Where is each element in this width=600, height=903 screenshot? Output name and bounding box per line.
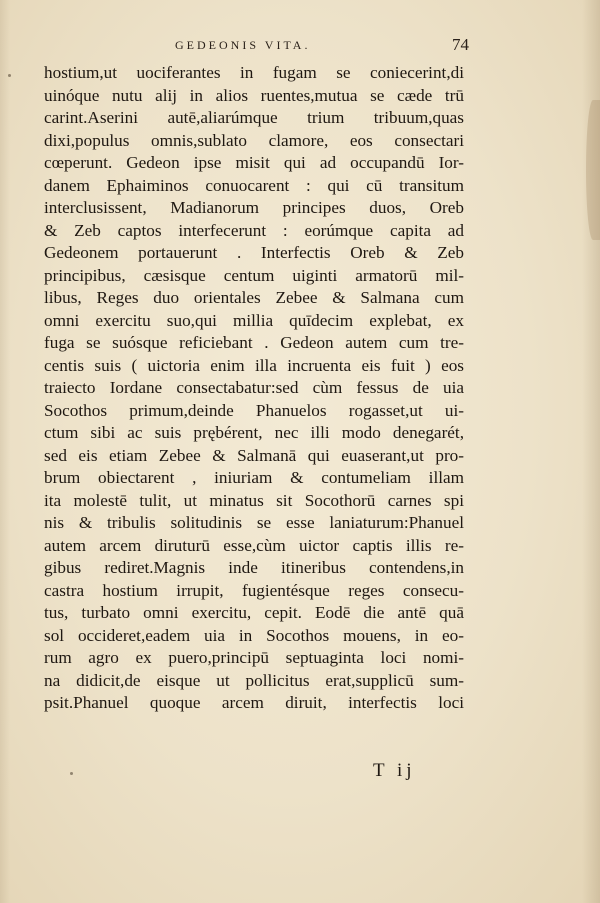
text-line: ita molestē tulit, ut minatus sit Socothorū carnes spi <box>44 490 464 510</box>
signature-mark: T ij <box>373 760 416 781</box>
text-line: libus, Reges duo orientales Zebee & Salmana cum <box>44 288 464 307</box>
text-line: danem Ephaiminos conuocarent : qui cū transitum <box>44 175 464 195</box>
text-line: hostium,ut uociferantes in fugam se coniecerint,di <box>44 63 464 82</box>
body-text <box>44 62 464 715</box>
text-line: castra hostium irrupit, fugientésque reges consecu- <box>44 580 464 600</box>
running-head: GEDEONIS VITA. <box>175 38 311 52</box>
text-line: rum agro ex puero,principū septuaginta loci nomi- <box>44 648 464 667</box>
text-line: cœperunt. Gedeon ipse misit qui ad occupandū Ior- <box>44 153 464 172</box>
text-line: & Zeb captos interfecerunt : eorúmque capita ad <box>44 220 464 240</box>
text-line: dixi,populus omnis,sublato clamore, eos consectari <box>44 130 464 150</box>
text-line: na didicit,de eisque ut pollicitus erat,supplicū sum- <box>44 670 464 690</box>
text-line: brum obiectarent , iniuriam & contumeliam illam <box>44 468 464 487</box>
text-line: ctum sibi ac suis prębérent, nec illi modo denegarét, <box>44 423 464 442</box>
text-line: tus, turbato omni exercitu, cepit. Eodē die antē quā <box>44 603 464 622</box>
paper-stain <box>586 100 600 240</box>
text-line: sol occideret,eadem uia in Socothos mouens, in eo- <box>44 625 464 645</box>
text-line: nis & tribulis solitudinis se esse laniaturum:Phanuel <box>44 513 464 532</box>
text-line: Gedeonem portauerunt . Interfectis Oreb & Zeb <box>44 243 464 262</box>
text-line: interclusissent, Madianorum principes duos, Oreb <box>44 198 464 217</box>
text-line: sed eis etiam Zebee & Salmanā qui euaserant,ut pro- <box>44 445 464 465</box>
gutter-shadow <box>0 0 10 903</box>
text-line: autem arcem diruturū esse,cùm uictor captis illis re- <box>44 535 464 555</box>
text-line: principibus, cæsisque centum uiginti armatorū mil- <box>44 265 464 285</box>
text-line: fuga se suósque reficiebant . Gedeon autem cum tre- <box>44 333 464 352</box>
text-line: gibus rediret.Magnis inde itineribus contendens,in <box>44 558 464 577</box>
ink-speck <box>8 74 11 77</box>
text-line: psit.Phanuel quoque arcem diruit, interfectis loci <box>44 693 464 712</box>
text-line: omni exercitu suo,qui millia quīdecim explebat, ex <box>44 310 464 330</box>
text-line: centis suis ( uictoria enim illa incruenta eis fuit ) eos <box>44 355 464 375</box>
text-line: carint.Aserini autē,aliarúmque trium tribuum,quas <box>44 108 464 127</box>
page-number: 74 <box>452 35 469 54</box>
text-line: Socothos primum,deinde Phanuelos rogasset,ut ui- <box>44 400 464 420</box>
text-line: uinóque nutu alij in alios ruentes,mutua se cæde trū <box>44 85 464 105</box>
text-line: traiecto Iordane consectabatur:sed cùm fessus de uia <box>44 378 464 397</box>
ink-speck <box>70 772 73 775</box>
